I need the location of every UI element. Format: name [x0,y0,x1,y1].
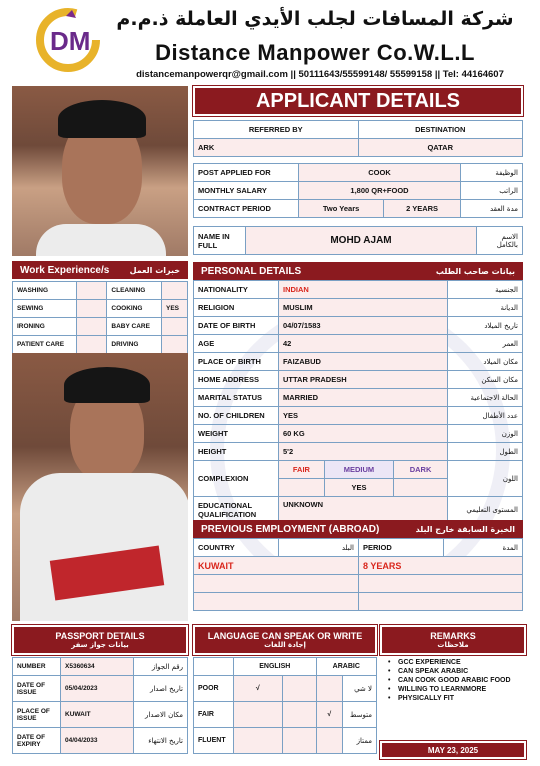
personal-ar: الطول [448,443,523,461]
remarks-title: REMARKS ملاحظات [380,625,526,655]
remarks-list [388,659,528,704]
english-check [234,728,283,754]
personal-label: HEIGHT [194,443,279,461]
complexion-ar: اللون [448,461,523,497]
arabic-check [316,676,342,702]
personal-details-title: PERSONAL DETAILS بيانات صاحب الطلب [193,262,523,280]
personal-label: NATIONALITY [194,281,279,299]
personal-label: WEIGHT [194,425,279,443]
name-table [193,226,523,255]
personal-value: MUSLIM [279,299,448,317]
country-label: COUNTRY [194,539,279,557]
work-experience-table [12,281,188,354]
english-header: ENGLISH [234,658,317,676]
work-skill: SEWING [13,300,77,318]
personal-details-table [193,280,523,523]
personal-ar: العمر [448,335,523,353]
name-label: NAME IN FULL [194,227,246,255]
passport-label: DATE OF ISSUE [13,676,61,702]
personal-label: RELIGION [194,299,279,317]
complexion-label: COMPLEXION [194,461,279,497]
destination-label: DESTINATION [358,121,523,139]
complexion-value: YES [324,479,393,497]
education-label: EDUCATIONAL QUALIFICATION [194,497,279,523]
language-level-ar: لا شي [343,676,377,702]
country-ar: البلد [279,539,359,557]
cooking-value: YES [162,300,188,318]
english-check [234,702,283,728]
passport-value: 05/04/2023 [61,676,134,702]
work-skill: COOKING [107,300,162,318]
personal-ar: الحالة الاجتماعية [448,389,523,407]
salary-value: 1,800 QR+FOOD [299,182,461,200]
personal-value: 60 KG [279,425,448,443]
personal-label: NO. OF CHILDREN [194,407,279,425]
period-ar: المدة [444,539,523,557]
passport-details-title: PASSPORT DETAILS بيانات جواز سفر [12,625,188,655]
personal-value: 42 [279,335,448,353]
remark-item: • WILLING TO LEARNMORE [388,686,528,693]
destination-value: QATAR [358,139,523,157]
period-label: PERIOD [359,539,444,557]
personal-ar: مكان الميلاد [448,353,523,371]
remark-item: • CAN COOK GOOD ARABIC FOOD [388,677,528,684]
arabic-check [316,728,342,754]
passport-table [12,657,188,754]
language-level-ar: ممتاز [343,728,377,754]
remark-item: • PHYSICALLY FIT [388,695,528,702]
passport-ar: مكان الاصدار [134,702,188,728]
personal-value: YES [279,407,448,425]
work-skill: IRONING [13,318,77,336]
language-level: FAIR [194,702,234,728]
personal-label: MARITAL STATUS [194,389,279,407]
personal-ar: الجنسية [448,281,523,299]
applicant-photo-headshot [12,86,188,256]
referred-by-value: ARK [194,139,359,157]
arabic-header: ARABIC [316,658,376,676]
complexion-fair: FAIR [279,461,325,479]
job-table [193,163,523,218]
work-skill: DRIVING [107,336,162,354]
personal-ar: تاريخ الميلاد [448,317,523,335]
personal-value: MARRIED [279,389,448,407]
passport-value: KUWAIT [61,702,134,728]
contract-ar: مدة العقد [461,200,523,218]
company-name-english: Distance Manpower Co.W.L.L [155,40,475,65]
contract-years: Two Years [299,200,384,218]
personal-ar: عدد الأطفال [448,407,523,425]
personal-value: 04/07/1583 [279,317,448,335]
language-level: FLUENT [194,728,234,754]
passport-label: NUMBER [13,658,61,676]
passport-label: DATE OF EXPIRY [13,728,61,754]
work-skill: BABY CARE [107,318,162,336]
personal-label: DATE OF BIRTH [194,317,279,335]
passport-label: PLACE OF ISSUE [13,702,61,728]
referral-table [193,120,523,157]
passport-ar: تاريخ اصدار [134,676,188,702]
personal-value: 5'2 [279,443,448,461]
arabic-check: √ [316,702,342,728]
education-value: UNKNOWN [279,497,448,523]
language-title: LANGUAGE CAN SPEAK OR WRITE إجادة اللغات [193,625,377,655]
education-ar: المستوى التعليمي [448,497,523,523]
post-value: COOK [299,164,461,182]
english-check: √ [234,676,283,702]
remark-item: • CAN SPEAK ARABIC [388,668,528,675]
personal-value: INDIAN [279,281,448,299]
referred-by-label: REFERRED BY [194,121,359,139]
applicant-details-title: APPLICANT DETAILS [193,86,523,116]
passport-value: X5360634 [61,658,134,676]
document-date: MAY 23, 2025 [380,741,526,759]
personal-label: AGE [194,335,279,353]
work-skill: WASHING [13,282,77,300]
personal-value: FAIZABUD [279,353,448,371]
personal-label: PLACE OF BIRTH [194,353,279,371]
complexion-medium: MEDIUM [324,461,393,479]
work-skill: PATIENT CARE [13,336,77,354]
previous-employment-title: PREVIOUS EMPLOYMENT (ABROAD) الخبرة السابقة خارج البلد [193,520,523,538]
work-skill: CLEANING [107,282,162,300]
company-contact: distancemanpowerqr@gmail.com || 50111643/55599148/ 55599158 || Tel: 44164607 [136,69,504,80]
svg-text:DM: DM [50,26,91,56]
contract-label: CONTRACT PERIOD [194,200,299,218]
personal-value: UTTAR PRADESH [279,371,448,389]
language-table [193,657,377,754]
company-name-arabic: شركة المسافات لجلب الأيدي العاملة ذ.م.م [116,8,514,30]
post-label: POST APPLIED FOR [194,164,299,182]
previous-employment-table [193,538,523,611]
passport-ar: رقم الجواز [134,658,188,676]
personal-label: HOME ADDRESS [194,371,279,389]
salary-ar: الراتب [461,182,523,200]
name-ar: الاسم بالكامل [477,227,523,255]
passport-value: 04/04/2033 [61,728,134,754]
complexion-dark: DARK [394,461,448,479]
period-value: 8 YEARS [359,557,523,575]
passport-ar: تاريخ الانتهاء [134,728,188,754]
work-experience-title: Work Experience/s خبرات العمل [12,261,188,279]
language-level-ar: متوسط [343,702,377,728]
contract-years-2: 2 YEARS [384,200,461,218]
company-logo [36,6,106,76]
applicant-photo-fullbody [12,353,188,621]
remark-item: • GCC EXPERIENCE [388,659,528,666]
language-level: POOR [194,676,234,702]
country-value: KUWAIT [194,557,359,575]
name-value: MOHD AJAM [246,227,477,255]
post-ar: الوظيفة [461,164,523,182]
personal-ar: الديانة [448,299,523,317]
personal-ar: مكان السكن [448,371,523,389]
personal-ar: الوزن [448,425,523,443]
salary-label: MONTHLY SALARY [194,182,299,200]
